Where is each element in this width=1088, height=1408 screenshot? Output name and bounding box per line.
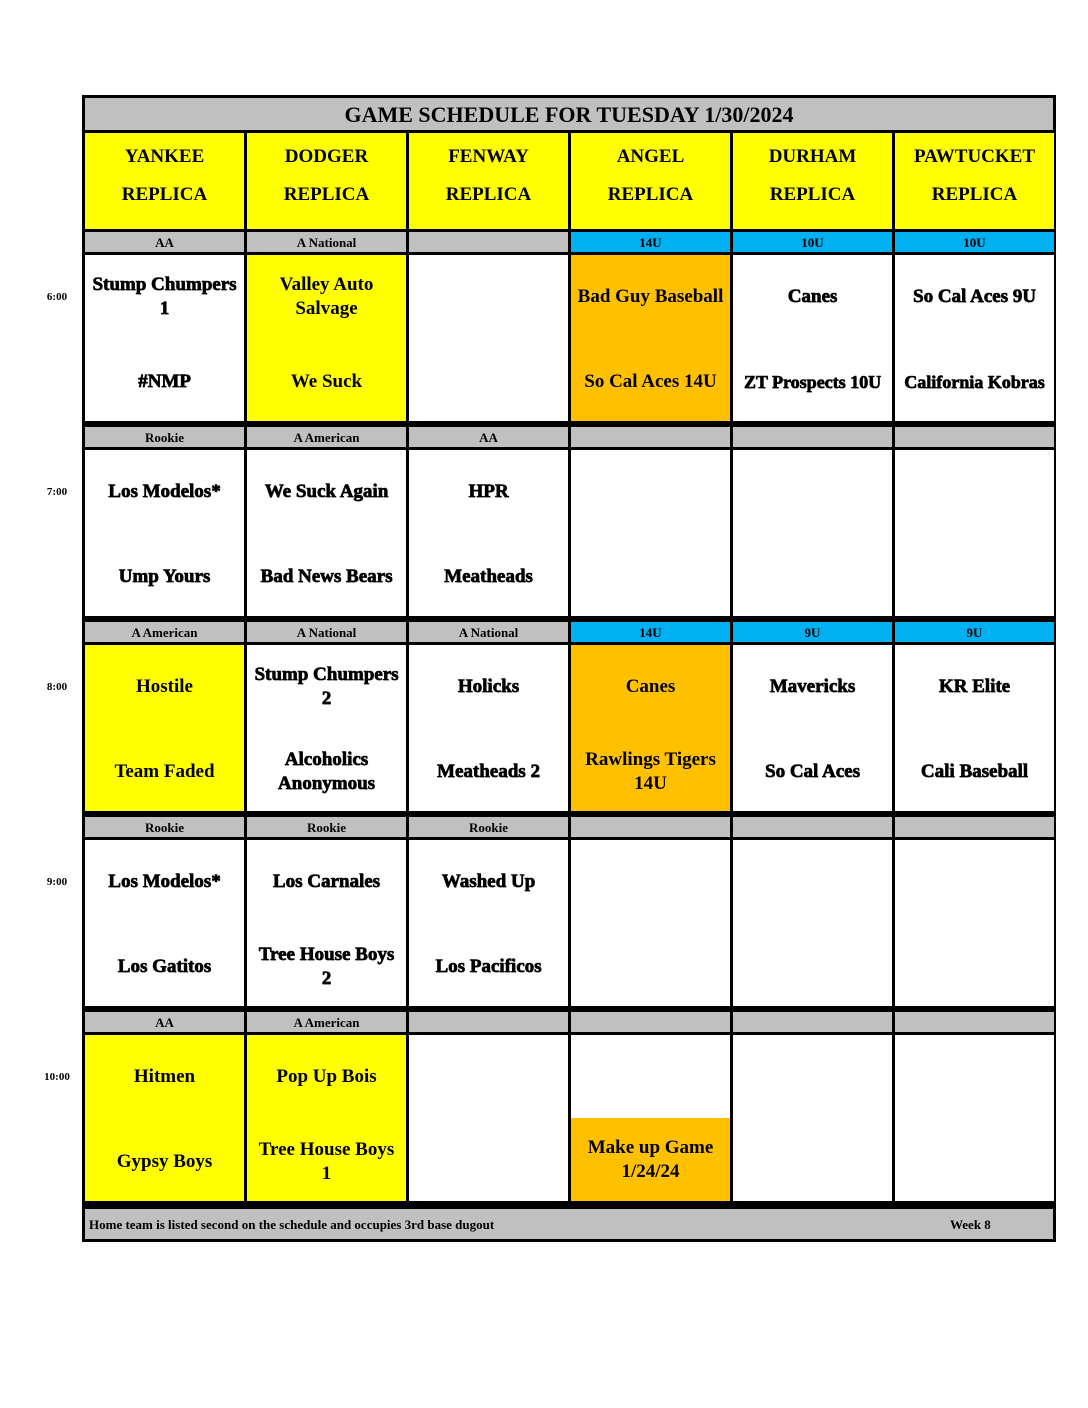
- division-label: [571, 1012, 730, 1032]
- game-cell: [247, 1035, 406, 1201]
- game-cell: [85, 840, 244, 1006]
- away-team: Mavericks: [769, 676, 856, 697]
- field-header: ANGEL REPLICA: [571, 133, 730, 229]
- away-team: Canes: [787, 286, 838, 307]
- division-label: 10U: [895, 232, 1054, 252]
- field-header: FENWAY REPLICA: [409, 133, 568, 229]
- away-team: We Suck Again: [264, 481, 389, 502]
- home-team: Tree House Boys 1: [258, 1139, 395, 1184]
- home-team-note: Home team is listed second on the schedule and occupies 3rd base dugout: [89, 1217, 495, 1232]
- away-team: KR Elite: [938, 676, 1011, 697]
- game-cell: [571, 840, 730, 1006]
- game-cell: [409, 450, 568, 616]
- home-team: Alcoholics Anonymous: [277, 749, 376, 794]
- division-label: 10U: [733, 232, 892, 252]
- home-team: Bad News Bears: [260, 566, 393, 587]
- field-header: YANKEE REPLICA: [85, 133, 244, 229]
- field-header: PAWTUCKET REPLICA: [895, 133, 1054, 229]
- game-cell: [733, 840, 892, 1006]
- game-cell: [571, 450, 730, 616]
- game-cell: [733, 255, 892, 421]
- division-label: A American: [247, 1012, 406, 1032]
- week-label: Week 8: [950, 1217, 991, 1232]
- home-team: So Cal Aces: [765, 761, 860, 782]
- game-cell: [895, 645, 1054, 811]
- game-cell: [409, 645, 568, 811]
- away-team: Los Modelos*: [108, 481, 221, 502]
- time-label: 6:00: [46, 291, 68, 303]
- schedule-footer: [85, 1209, 1053, 1239]
- away-team: Los Modelos*: [108, 871, 221, 892]
- home-team: Meatheads 2: [437, 761, 540, 782]
- division-label: [571, 427, 730, 447]
- division-label: AA: [85, 232, 244, 252]
- away-team: Valley Auto Salvage: [279, 274, 374, 319]
- home-team: Gypsy Boys: [116, 1151, 213, 1172]
- division-label: A American: [247, 427, 406, 447]
- game-cell: [895, 450, 1054, 616]
- home-team: Los Pacificos: [435, 956, 542, 977]
- away-team: Hostile: [136, 676, 193, 697]
- game-cell: [895, 255, 1054, 421]
- game-cell: [733, 1035, 892, 1201]
- game-cell: [571, 645, 730, 811]
- game-cell: [85, 645, 244, 811]
- time-label: 8:00: [46, 681, 68, 693]
- game-cell: [733, 450, 892, 616]
- home-team: Los Gatitos: [117, 956, 212, 977]
- game-cell: [247, 450, 406, 616]
- division-label: [733, 1012, 892, 1032]
- home-team: Cali Baseball: [920, 761, 1029, 782]
- division-label: A National: [247, 232, 406, 252]
- game-cell: [409, 840, 568, 1006]
- schedule-table: [82, 95, 1056, 1242]
- away-team: So Cal Aces 9U: [913, 286, 1036, 307]
- home-team: So Cal Aces 14U: [584, 371, 717, 392]
- time-label: 7:00: [46, 486, 68, 498]
- game-cell: [571, 1035, 730, 1201]
- home-team: Team Faded: [114, 761, 215, 782]
- division-label: [409, 1012, 568, 1032]
- division-label: AA: [409, 427, 568, 447]
- home-team: ZT Prospects 10U: [743, 372, 882, 392]
- game-cell: [247, 645, 406, 811]
- away-team: Stump Chumpers 2: [254, 664, 399, 709]
- home-team: Tree House Boys 2: [258, 944, 395, 989]
- away-team: Los Carnales: [272, 871, 381, 892]
- field-header: DURHAM REPLICA: [733, 133, 892, 229]
- division-label: [409, 232, 568, 252]
- home-team: #NMP: [138, 371, 191, 392]
- game-cell: [247, 255, 406, 421]
- division-label: 14U: [571, 232, 730, 252]
- division-label: A American: [85, 622, 244, 642]
- field-header: DODGER REPLICA: [247, 133, 406, 229]
- home-team: Rawlings Tigers 14U: [585, 749, 716, 794]
- game-cell: [409, 255, 568, 421]
- division-label: 14U: [571, 622, 730, 642]
- home-team: California Kobras: [904, 372, 1045, 392]
- game-cell: [85, 1035, 244, 1201]
- division-label: 9U: [895, 622, 1054, 642]
- away-team: Hitmen: [133, 1066, 196, 1087]
- division-label: AA: [85, 1012, 244, 1032]
- game-cell: [571, 255, 730, 421]
- game-cell: [85, 450, 244, 616]
- time-label: 9:00: [46, 876, 68, 888]
- home-team: Ump Yours: [118, 566, 211, 587]
- game-cell: [895, 840, 1054, 1006]
- division-label: [895, 817, 1054, 837]
- away-team: HPR: [468, 481, 509, 502]
- division-label: [895, 427, 1054, 447]
- division-label: [733, 427, 892, 447]
- away-team: Holicks: [457, 676, 520, 697]
- division-label: A National: [247, 622, 406, 642]
- away-team: Washed Up: [441, 871, 536, 892]
- division-label: 9U: [733, 622, 892, 642]
- away-team: Stump Chumpers 1: [92, 274, 237, 319]
- division-label: [733, 817, 892, 837]
- division-label: Rookie: [85, 817, 244, 837]
- schedule-title: GAME SCHEDULE FOR TUESDAY 1/30/2024: [85, 98, 1053, 130]
- division-label: Rookie: [409, 817, 568, 837]
- division-label: [895, 1012, 1054, 1032]
- division-label: Rookie: [85, 427, 244, 447]
- away-team: Canes: [625, 676, 676, 697]
- game-cell: [895, 1035, 1054, 1201]
- division-label: [571, 817, 730, 837]
- game-cell: [85, 255, 244, 421]
- division-label: A National: [409, 622, 568, 642]
- home-team: We Suck: [290, 371, 363, 392]
- away-team: Pop Up Bois: [276, 1066, 377, 1087]
- makeup-game-note: Make up Game 1/24/24: [571, 1118, 730, 1201]
- division-label: Rookie: [247, 817, 406, 837]
- game-cell: [733, 645, 892, 811]
- game-cell: [247, 840, 406, 1006]
- game-cell: [409, 1035, 568, 1201]
- time-label: 10:00: [44, 1071, 70, 1083]
- home-team: Meatheads: [444, 566, 533, 587]
- away-team: Bad Guy Baseball: [577, 286, 724, 307]
